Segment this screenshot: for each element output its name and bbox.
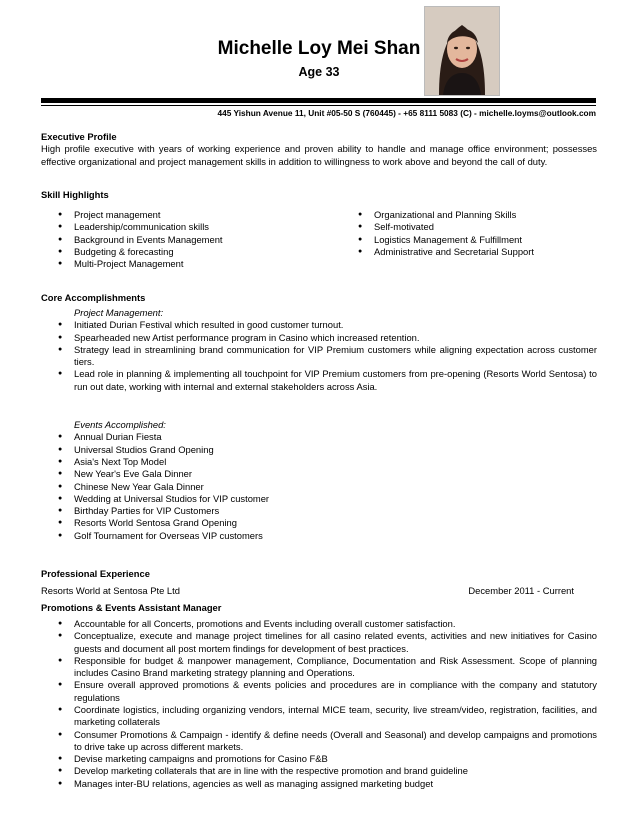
list-item: ● New Year's Eve Gala Dinner bbox=[41, 468, 597, 480]
list-item: ● Ensure overall approved promotions & events policies and procedures are in compliance with the company and statutory regulations bbox=[41, 679, 597, 704]
list-item: ● Lead role in planning & implementing all touchpoint for VIP Premium customers from pre-opening (Resorts World Sentosa) to run out date, working with internal and external stakeholders across Asia. bbox=[41, 368, 597, 393]
project-management-label: Project Management: bbox=[74, 306, 164, 318]
skills-list-right bbox=[341, 209, 597, 270]
resume-content bbox=[41, 131, 597, 790]
employer-name: Resorts World at Sentosa Pte Ltd bbox=[41, 585, 180, 597]
list-item: ● Asia's Next Top Model bbox=[41, 456, 597, 468]
list-item: ● Accountable for all Concerts, promotions and Events including overall customer satisfaction. bbox=[41, 618, 597, 630]
list-item: ● Consumer Promotions & Campaign - identify & define needs (Overall and Seasonal) and develop campaigns and promotions to drive take up across different markets. bbox=[41, 729, 597, 754]
list-item: ● Resorts World Sentosa Grand Opening bbox=[41, 517, 597, 529]
candidate-age: Age 33 bbox=[298, 65, 340, 79]
list-item: ● Birthday Parties for VIP Customers bbox=[41, 505, 597, 517]
core-accomplishments-section bbox=[41, 292, 597, 542]
header-rule-thin bbox=[41, 105, 596, 106]
project-accomplishments-list bbox=[41, 319, 597, 393]
contact-line: 445 Yishun Avenue 11, Unit #05-50 S (760445) - +65 8111 5083 (C) - michelle.loyms@outlook.com bbox=[217, 108, 596, 118]
list-item: ● Multi-Project Management bbox=[41, 258, 341, 270]
candidate-name: Michelle Loy Mei Shan bbox=[217, 38, 421, 59]
list-item: ● Universal Studios Grand Opening bbox=[41, 444, 597, 456]
list-item: ● Leadership/communication skills bbox=[41, 221, 341, 233]
skill-highlights-section bbox=[41, 189, 597, 271]
section-heading: Skill Highlights bbox=[41, 188, 109, 200]
list-item: ● Wedding at Universal Studios for VIP customer bbox=[41, 493, 597, 505]
list-item: ● Self-motivated bbox=[341, 221, 597, 233]
list-item: ● Coordinate logistics, including organizing vendors, internal MICE team, security, live stream/video, registration, facilities, and marketing collaterals bbox=[41, 704, 597, 729]
section-heading: Core Accomplishments bbox=[41, 291, 146, 303]
list-item: ● Conceptualize, execute and manage project timelines for all casino related events, activities and new initiatives for Casino guests and document all post mortem findings for development of best practices. bbox=[41, 630, 597, 655]
list-item: ● Project management bbox=[41, 209, 341, 221]
list-item: ● Budgeting & forecasting bbox=[41, 246, 341, 258]
professional-experience-section bbox=[41, 568, 597, 790]
responsibilities-list bbox=[41, 618, 597, 790]
list-item: ● Logistics Management & Fulfillment bbox=[341, 234, 597, 246]
list-item: ● Manages inter-BU relations, agencies as well as managing assigned marketing budget bbox=[41, 778, 597, 790]
list-item: ● Organizational and Planning Skills bbox=[341, 209, 597, 221]
profile-photo bbox=[424, 6, 500, 96]
profile-text: High profile executive with years of working experience and proven ability to handle and manage office environment; possesses effective organizational and project management skills in addition to willingness to work above and beyond the call of duty. bbox=[41, 143, 597, 167]
executive-profile-section bbox=[41, 131, 597, 168]
list-item: ● Devise marketing campaigns and promotions for Casino F&B bbox=[41, 753, 597, 765]
employment-dates: December 2011 - Current bbox=[468, 585, 574, 597]
list-item: ● Strategy lead in streamlining brand communication for VIP Premium customers while aligning expectation across customer tiers. bbox=[41, 344, 597, 369]
portrait-image bbox=[425, 7, 499, 95]
list-item: ● Chinese New Year Gala Dinner bbox=[41, 481, 597, 493]
list-item: ● Initiated Durian Festival which resulted in good customer turnout. bbox=[41, 319, 597, 331]
list-item: ● Develop marketing collaterals that are in line with the respective promotion and brand guideline bbox=[41, 765, 597, 777]
list-item: ● Spearheaded new Artist performance program in Casino which increased retention. bbox=[41, 332, 597, 344]
list-item: ● Annual Durian Fiesta bbox=[41, 431, 597, 443]
events-list bbox=[41, 431, 597, 542]
section-heading: Professional Experience bbox=[41, 568, 150, 580]
job-title: Promotions & Events Assistant Manager bbox=[41, 601, 222, 613]
header-rule-thick bbox=[41, 98, 596, 103]
list-item: ● Administrative and Secretarial Support bbox=[341, 246, 597, 258]
skills-list-left bbox=[41, 209, 341, 270]
section-heading: Executive Profile bbox=[41, 131, 117, 142]
events-accomplished-label: Events Accomplished: bbox=[74, 419, 166, 431]
list-item: ● Responsible for budget & manpower management, Compliance, Documentation and Risk Assessment. Scope of planning includes Casino Brand marketing strategy planning and Operations. bbox=[41, 655, 597, 680]
list-item: ● Golf Tournament for Overseas VIP customers bbox=[41, 530, 597, 542]
list-item: ● Background in Events Management bbox=[41, 234, 341, 246]
employer-row bbox=[41, 585, 597, 597]
